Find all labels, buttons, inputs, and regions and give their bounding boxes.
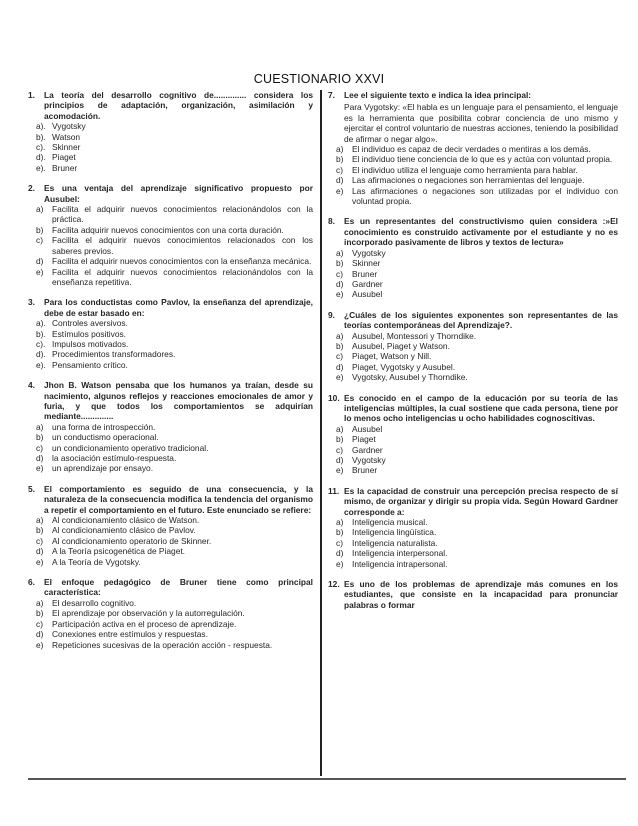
option-text: Estímulos positivos. xyxy=(52,328,127,339)
question-block xyxy=(28,484,313,567)
question-block xyxy=(28,380,313,474)
option-text: Vygotsky xyxy=(352,455,386,465)
question-sheet xyxy=(28,90,626,790)
page-title: CUESTIONARIO XXVI xyxy=(253,72,385,86)
option-list xyxy=(28,422,313,474)
answer-option xyxy=(36,619,313,629)
question-text: Es un representantes del constructivismo quien considera :»El conocimiento es construido activamente por el estudiante y no es incorporado pasivamente de libros y textos de lectura» xyxy=(344,216,618,248)
option-letter: b) xyxy=(336,258,344,269)
answer-option xyxy=(36,339,313,349)
question-text: Lee el siguiente texto e indica la idea principal: xyxy=(344,90,532,100)
answer-option xyxy=(336,269,618,279)
option-text: Piaget xyxy=(52,152,76,163)
question-number: 8. xyxy=(328,216,335,227)
question-block xyxy=(28,90,313,173)
option-letter: e) xyxy=(336,289,344,300)
option-letter: c) xyxy=(36,535,43,546)
answer-option xyxy=(36,235,313,256)
option-text: Skinner xyxy=(352,258,381,269)
answer-option xyxy=(336,455,618,465)
option-letter: b) xyxy=(36,224,44,235)
option-text: Inteligencia lingüística. xyxy=(352,527,437,538)
answer-option xyxy=(336,538,618,548)
question-block xyxy=(328,486,618,569)
answer-option xyxy=(36,349,313,359)
question-block xyxy=(328,90,618,206)
option-text: Gardner xyxy=(352,278,383,289)
option-letter: b) xyxy=(36,608,44,619)
answer-option xyxy=(336,351,618,361)
question-header xyxy=(328,486,618,517)
question-header xyxy=(28,484,313,515)
option-text: Las afirmaciones o negaciones son utilizadas por el individuo con voluntad propia. xyxy=(352,185,618,207)
option-letter: d). xyxy=(36,152,46,163)
question-header xyxy=(28,90,313,121)
option-letter: a) xyxy=(336,330,344,341)
answer-option xyxy=(336,248,618,258)
option-letter: b) xyxy=(336,434,344,445)
option-text: Ausubel, Piaget y Watson. xyxy=(352,340,450,351)
question-header xyxy=(328,579,618,610)
question-number: 6. xyxy=(28,577,35,588)
option-list xyxy=(328,144,618,206)
answer-option xyxy=(336,175,618,185)
question-number: 7. xyxy=(328,90,335,100)
option-letter: a) xyxy=(36,597,44,608)
option-letter: a). xyxy=(36,121,46,132)
question-number: 4. xyxy=(28,380,35,391)
right-question-column xyxy=(328,90,618,620)
option-text: A la Teoría de Vygotsky. xyxy=(52,556,141,567)
option-text: El individuo es capaz de decir verdades o mentiras a los demás. xyxy=(352,144,591,155)
option-letter: b) xyxy=(336,154,344,165)
question-header xyxy=(28,577,313,598)
option-text: El aprendizaje por observación y la autorregulación. xyxy=(52,608,245,619)
question-text: Es la capacidad de construir una percepción precisa respecto de sí mismo, de organizar y dirigir su propia vida. Según Howard Gardner corresponde a: xyxy=(344,485,618,517)
answer-option xyxy=(36,121,313,131)
option-letter: e) xyxy=(36,639,44,650)
answer-option xyxy=(36,163,313,173)
option-text: una forma de introspección. xyxy=(52,421,156,432)
option-text: Conexiones entre estímulos y respuestas. xyxy=(52,629,208,640)
answer-option xyxy=(36,598,313,608)
answer-option xyxy=(336,154,618,164)
question-text: Es conocido en el campo de la educación por su teoría de las inteligencias múltiples, la cual sostiene que cada persona, tiene por lo menos ocho inteligencias u ocho habilidades cognoscitivas. xyxy=(344,392,618,424)
option-letter: a) xyxy=(36,204,44,215)
answer-option xyxy=(36,546,313,556)
question-passage: Para Vygotsky: «El habla es un lenguaje para el pensamiento, el lenguaje es la herramienta que posibilita cobrar conciencia de uno mismo y ejercitar el control voluntario de nuestras acciones, teniendo la posibilidad de afirmar o negar algo». xyxy=(344,102,618,144)
option-text: Bruner xyxy=(352,268,378,279)
option-text: un aprendizaje por ensayo. xyxy=(52,463,154,474)
answer-option xyxy=(336,527,618,537)
answer-option xyxy=(336,372,618,382)
option-text: Vygotsky xyxy=(352,247,386,258)
option-list xyxy=(28,515,313,567)
answer-option xyxy=(36,318,313,328)
answer-option xyxy=(336,424,618,434)
option-letter: d) xyxy=(36,546,44,557)
question-text: El comportamiento es seguido de una consecuencia, y la naturaleza de la consecuencia modifica la tendencia del organismo a repetir el comportamiento en el futuro. Este enunciado se refiere: xyxy=(44,483,313,515)
answer-option xyxy=(36,422,313,432)
answer-option xyxy=(36,608,313,618)
option-letter: d) xyxy=(336,175,344,186)
option-letter: e). xyxy=(36,359,46,370)
question-text: Es uno de los problemas de aprendizaje más comunes en los estudiantes, que consiste en la incapacidad para pronunciar palabras o formar xyxy=(344,579,618,610)
option-text: Inteligencia interpersonal. xyxy=(352,548,448,559)
option-text: Piaget, Watson y Nill. xyxy=(352,351,432,362)
question-text: Es una ventaja del aprendizaje significativo propuesto por Ausubel: xyxy=(44,183,313,204)
column-divider xyxy=(320,90,322,776)
option-letter: d) xyxy=(336,548,344,559)
question-number: 2. xyxy=(28,183,35,194)
answer-option xyxy=(336,445,618,455)
option-letter: c). xyxy=(36,142,46,153)
option-letter: c) xyxy=(36,442,43,453)
option-letter: b) xyxy=(336,340,344,351)
option-letter: c) xyxy=(36,235,43,246)
option-list xyxy=(328,248,618,300)
answer-option xyxy=(336,517,618,527)
option-text: Facilita el adquirir nuevos conocimientos relacionados con los saberes previos. xyxy=(52,235,313,256)
option-letter: c) xyxy=(336,537,343,548)
option-text: Pensamiento crítico. xyxy=(52,359,128,370)
option-text: El individuo utiliza el lenguaje como herramienta para hablar. xyxy=(352,164,578,175)
answer-option xyxy=(36,360,313,370)
question-number: 11. xyxy=(328,485,340,496)
option-letter: c) xyxy=(336,444,343,455)
question-number: 9. xyxy=(328,309,335,320)
question-block xyxy=(328,393,618,476)
question-number: 1. xyxy=(28,90,35,100)
answer-option xyxy=(36,225,313,235)
option-letter: a) xyxy=(36,515,44,526)
answer-option xyxy=(336,279,618,289)
option-letter: e) xyxy=(336,372,344,383)
answer-option xyxy=(36,443,313,453)
option-text: Piaget xyxy=(352,434,376,445)
left-question-column xyxy=(28,90,313,660)
answer-option xyxy=(36,432,313,442)
option-letter: c) xyxy=(336,268,343,279)
option-text: Inteligencia musical. xyxy=(352,517,428,528)
question-block xyxy=(328,216,618,299)
option-letter: e). xyxy=(36,162,46,173)
option-text: un condicionamiento operativo tradicional. xyxy=(52,442,209,453)
question-header xyxy=(328,310,618,331)
answer-option xyxy=(336,341,618,351)
answer-option xyxy=(36,557,313,567)
option-text: Repeticiones sucesivas de la operación acción - respuesta. xyxy=(52,639,273,650)
question-header xyxy=(328,216,618,247)
option-letter: b) xyxy=(36,525,44,536)
option-text: Watson xyxy=(52,131,81,142)
bottom-rule xyxy=(28,778,626,780)
option-letter: c) xyxy=(36,618,43,629)
option-list xyxy=(328,331,618,383)
option-text: Al condicionamiento operatorio de Skinner. xyxy=(52,535,212,546)
option-list xyxy=(28,318,313,370)
answer-option xyxy=(36,152,313,162)
option-letter: d) xyxy=(36,629,44,640)
question-block xyxy=(28,183,313,287)
question-text: Para los conductistas como Pavlov, la enseñanza del aprendizaje, debe de estar basado en: xyxy=(44,297,313,318)
option-letter: a) xyxy=(336,247,344,258)
option-text: A la Teoría psicogenética de Piaget. xyxy=(52,546,186,557)
answer-option xyxy=(336,186,618,207)
option-text: Participación activa en el proceso de aprendizaje. xyxy=(52,618,237,629)
question-block xyxy=(328,579,618,610)
option-text: Las afirmaciones o negaciones son herramientas del lenguaje. xyxy=(352,175,585,186)
option-letter: e) xyxy=(36,266,44,277)
option-text: Bruner xyxy=(52,162,78,173)
option-letter: d) xyxy=(336,278,344,289)
option-text: Facilita el adquirir nuevos conocimientos con la enseñanza mecánica. xyxy=(52,256,312,267)
option-text: El desarrollo cognitivo. xyxy=(52,597,137,608)
question-header xyxy=(28,183,313,204)
answer-option xyxy=(36,453,313,463)
answer-option xyxy=(36,267,313,288)
question-block xyxy=(328,310,618,383)
answer-option xyxy=(336,559,618,569)
answer-option xyxy=(336,289,618,299)
answer-option xyxy=(336,165,618,175)
option-text: Facilita el adquirir nuevos conocimientos relacionándolos con la práctica. xyxy=(52,204,313,225)
question-number: 3. xyxy=(28,297,35,308)
option-letter: e) xyxy=(336,558,344,569)
question-text: Jhon B. Watson pensaba que los humanos ya traían, desde su nacimiento, algunos reflejos y reacciones emocionales de amor y furia, y que todos los comportamientos se adquirían mediante.............. xyxy=(44,380,313,422)
option-text: Al condicionamiento clásico de Pavlov. xyxy=(52,525,196,536)
answer-option xyxy=(336,465,618,475)
question-text: ¿Cuáles de los siguientes exponentes son representantes de las teorías contemporáneas del Aprendizaje?. xyxy=(344,309,618,331)
option-text: Impulsos motivados. xyxy=(52,338,129,349)
answer-option xyxy=(36,525,313,535)
option-text: Ausubel, Montessori y Thorndike. xyxy=(352,330,477,341)
option-text: Facilita el adquirir nuevos conocimientos relacionándolos con la enseñanza repetitiva. xyxy=(52,266,313,287)
option-text: Facilita adquirir nuevos conocimientos con una corta duración. xyxy=(52,224,284,235)
option-letter: a) xyxy=(336,517,344,528)
option-text: Controles aversivos. xyxy=(52,318,128,329)
option-text: Gardner xyxy=(352,444,383,455)
option-list xyxy=(28,121,313,173)
option-letter: d) xyxy=(336,361,344,372)
option-letter: e) xyxy=(336,465,344,476)
answer-option xyxy=(36,329,313,339)
answer-option xyxy=(336,258,618,268)
option-list xyxy=(28,204,313,287)
option-text: Ausubel xyxy=(352,423,383,434)
option-letter: d). xyxy=(36,349,46,360)
question-header xyxy=(328,393,618,424)
answer-option xyxy=(36,132,313,142)
option-text: El individuo tiene conciencia de lo que es y actúa con voluntad propia. xyxy=(352,154,613,165)
answer-option xyxy=(336,434,618,444)
answer-option xyxy=(336,548,618,558)
option-letter: e) xyxy=(36,463,44,474)
option-letter: d) xyxy=(336,455,344,465)
option-text: Piaget, Vygotsky y Ausubel. xyxy=(352,361,456,372)
option-letter: b) xyxy=(36,432,44,443)
option-letter: a) xyxy=(36,421,44,432)
answer-option xyxy=(36,640,313,650)
option-letter: b) xyxy=(336,527,344,538)
answer-option xyxy=(36,515,313,525)
question-text: La teoría del desarrollo cognitivo de.............. considera los principios de adaptación, organización, asimilación y acomodación. xyxy=(44,90,313,121)
answer-option xyxy=(336,362,618,372)
question-text: El enfoque pedagógico de Bruner tiene como principal característica: xyxy=(44,577,313,598)
option-list xyxy=(28,598,313,650)
option-list xyxy=(328,424,618,476)
answer-option xyxy=(36,256,313,266)
question-number: 12. xyxy=(328,579,340,590)
question-number: 10. xyxy=(328,392,340,403)
option-text: Bruner xyxy=(352,465,378,476)
option-letter: c) xyxy=(336,164,343,175)
option-letter: a) xyxy=(336,423,344,434)
answer-option xyxy=(336,144,618,154)
option-text: la asociación estímulo-respuesta. xyxy=(52,453,177,463)
option-text: Procedimientos transformadores. xyxy=(52,349,176,360)
question-number: 5. xyxy=(28,483,35,494)
answer-option xyxy=(36,463,313,473)
question-header xyxy=(328,90,618,100)
option-text: Inteligencia intrapersonal. xyxy=(352,558,448,569)
option-text: Skinner xyxy=(52,142,81,153)
option-letter: a). xyxy=(36,318,46,329)
option-letter: c). xyxy=(36,338,46,349)
answer-option xyxy=(36,204,313,225)
option-text: un conductismo operacional. xyxy=(52,432,159,443)
option-letter: d) xyxy=(36,453,44,463)
question-header xyxy=(28,297,313,318)
answer-option xyxy=(36,536,313,546)
option-text: Vygotsky xyxy=(52,121,86,132)
answer-option xyxy=(36,629,313,639)
answer-option xyxy=(336,331,618,341)
option-text: Inteligencia naturalista. xyxy=(352,537,438,548)
question-block xyxy=(28,297,313,370)
option-letter: e) xyxy=(336,185,344,196)
option-letter: e) xyxy=(36,556,44,567)
option-letter: d) xyxy=(36,256,44,267)
question-header xyxy=(28,380,313,422)
option-letter: b). xyxy=(36,328,46,339)
option-text: Ausubel xyxy=(352,289,383,300)
option-list xyxy=(328,517,618,569)
option-text: Al condicionamiento clásico de Watson. xyxy=(52,515,200,526)
answer-option xyxy=(36,142,313,152)
option-text: Vygotsky, Ausubel y Thorndike. xyxy=(352,372,468,383)
option-letter: b). xyxy=(36,131,46,142)
option-letter: a) xyxy=(336,144,344,155)
question-block xyxy=(28,577,313,650)
option-letter: c) xyxy=(336,351,343,362)
